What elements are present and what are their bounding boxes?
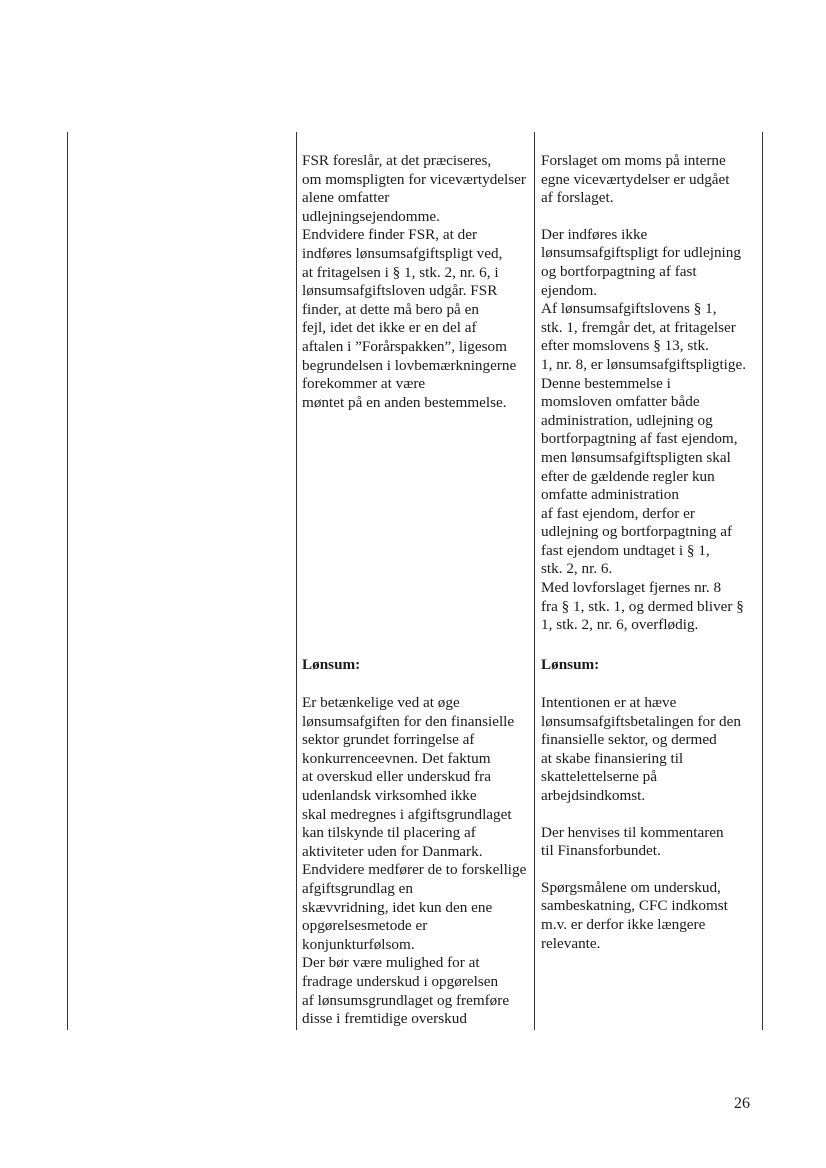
table-rule-left [67, 132, 68, 1030]
comment-paragraph: Er betænkelige ved at øge lønsumsafgiften for den finansielle sektor grundet forringelse af konkurrenceevnen. Det faktum at overskud eller underskud fra udenlandsk virksomhed ikke skal medregnes i afgiftsgrundlaget kan tilskynde til placering af aktiviteter uden for Danmark. Endvidere medfører de to forskellige afgiftsgrundlag en skævvridning, idet kun den ene opgørelsesmetode er konjunkturfølsom. Der bør være mulighed for at fradrage underskud i opgørelsen af lønsumsgrundlaget og fremføre disse i fremtidige overskud [302, 694, 527, 1028]
comment-section-heading: Lønsum: [302, 656, 361, 673]
comment-bottom-block [302, 694, 527, 1029]
table-rule-middle-right [534, 132, 535, 1030]
response-paragraph: Der indføres ikke lønsumsafgiftspligt for udlejning og bortforpagtning af fast ejendom. Af lønsumsafgiftslovens § 1, stk. 1, fremgår det, at fritagelser efter momslovens § 13, stk. 1, nr. 8, er lønsumsafgiftspligtige. Denne bestemmelse i momsloven omfatter både administration, udlejning og bortforpagtning af fast ejendom, men lønsumsafgiftspligten skal efter de gældende regler kun omfatte administration af fast ejendom, derfor er udlejning og bortforpagtning af fast ejendom undtaget i § 1, stk. 2, nr. 6. Med lovforslaget fjernes nr. 8 fra § 1, stk. 1, og dermed bliver § 1, stk. 2, nr. 6, overflødig. [541, 225, 747, 634]
table-rule-middle-left [296, 132, 297, 1030]
page-number: 26 [734, 1095, 750, 1112]
response-bottom-block [541, 694, 756, 953]
response-top-block [541, 152, 756, 635]
response-paragraph: Der henvises til kommentaren til Finansforbundet. [541, 823, 724, 860]
comment-paragraph: FSR foreslår, at det præciseres, om momspligten for viceværtydelser alene omfatter udlejningsejendomme. Endvidere finder FSR, at der indføres lønsumsafgiftspligt ved, at fritagelsen i § 1, stk. 2, nr. 6, i lønsumsafgiftsloven udgår. FSR finder, at dette må bero på en fejl, idet det ikke er en del af aftalen i ”Forårspakken”, ligesom begrundelsen i lovbemærkningerne forekommer at være møntet på en anden bestemmelse. [302, 152, 526, 411]
table-rule-right [762, 132, 763, 1030]
response-paragraph: Spørgsmålene om underskud, sambeskatning, CFC indkomst m.v. er derfor ikke længere relevante. [541, 878, 728, 952]
response-section-heading: Lønsum: [541, 656, 600, 673]
comment-top-block [302, 152, 527, 412]
response-paragraph: Forslaget om moms på interne egne viceværtydelser er udgået af forslaget. [541, 152, 730, 207]
response-paragraph: Intentionen er at hæve lønsumsafgiftsbetalingen for den finansielle sektor, og dermed at skabe finansiering til skattelettelserne på arbejdsindkomst. [541, 694, 741, 804]
